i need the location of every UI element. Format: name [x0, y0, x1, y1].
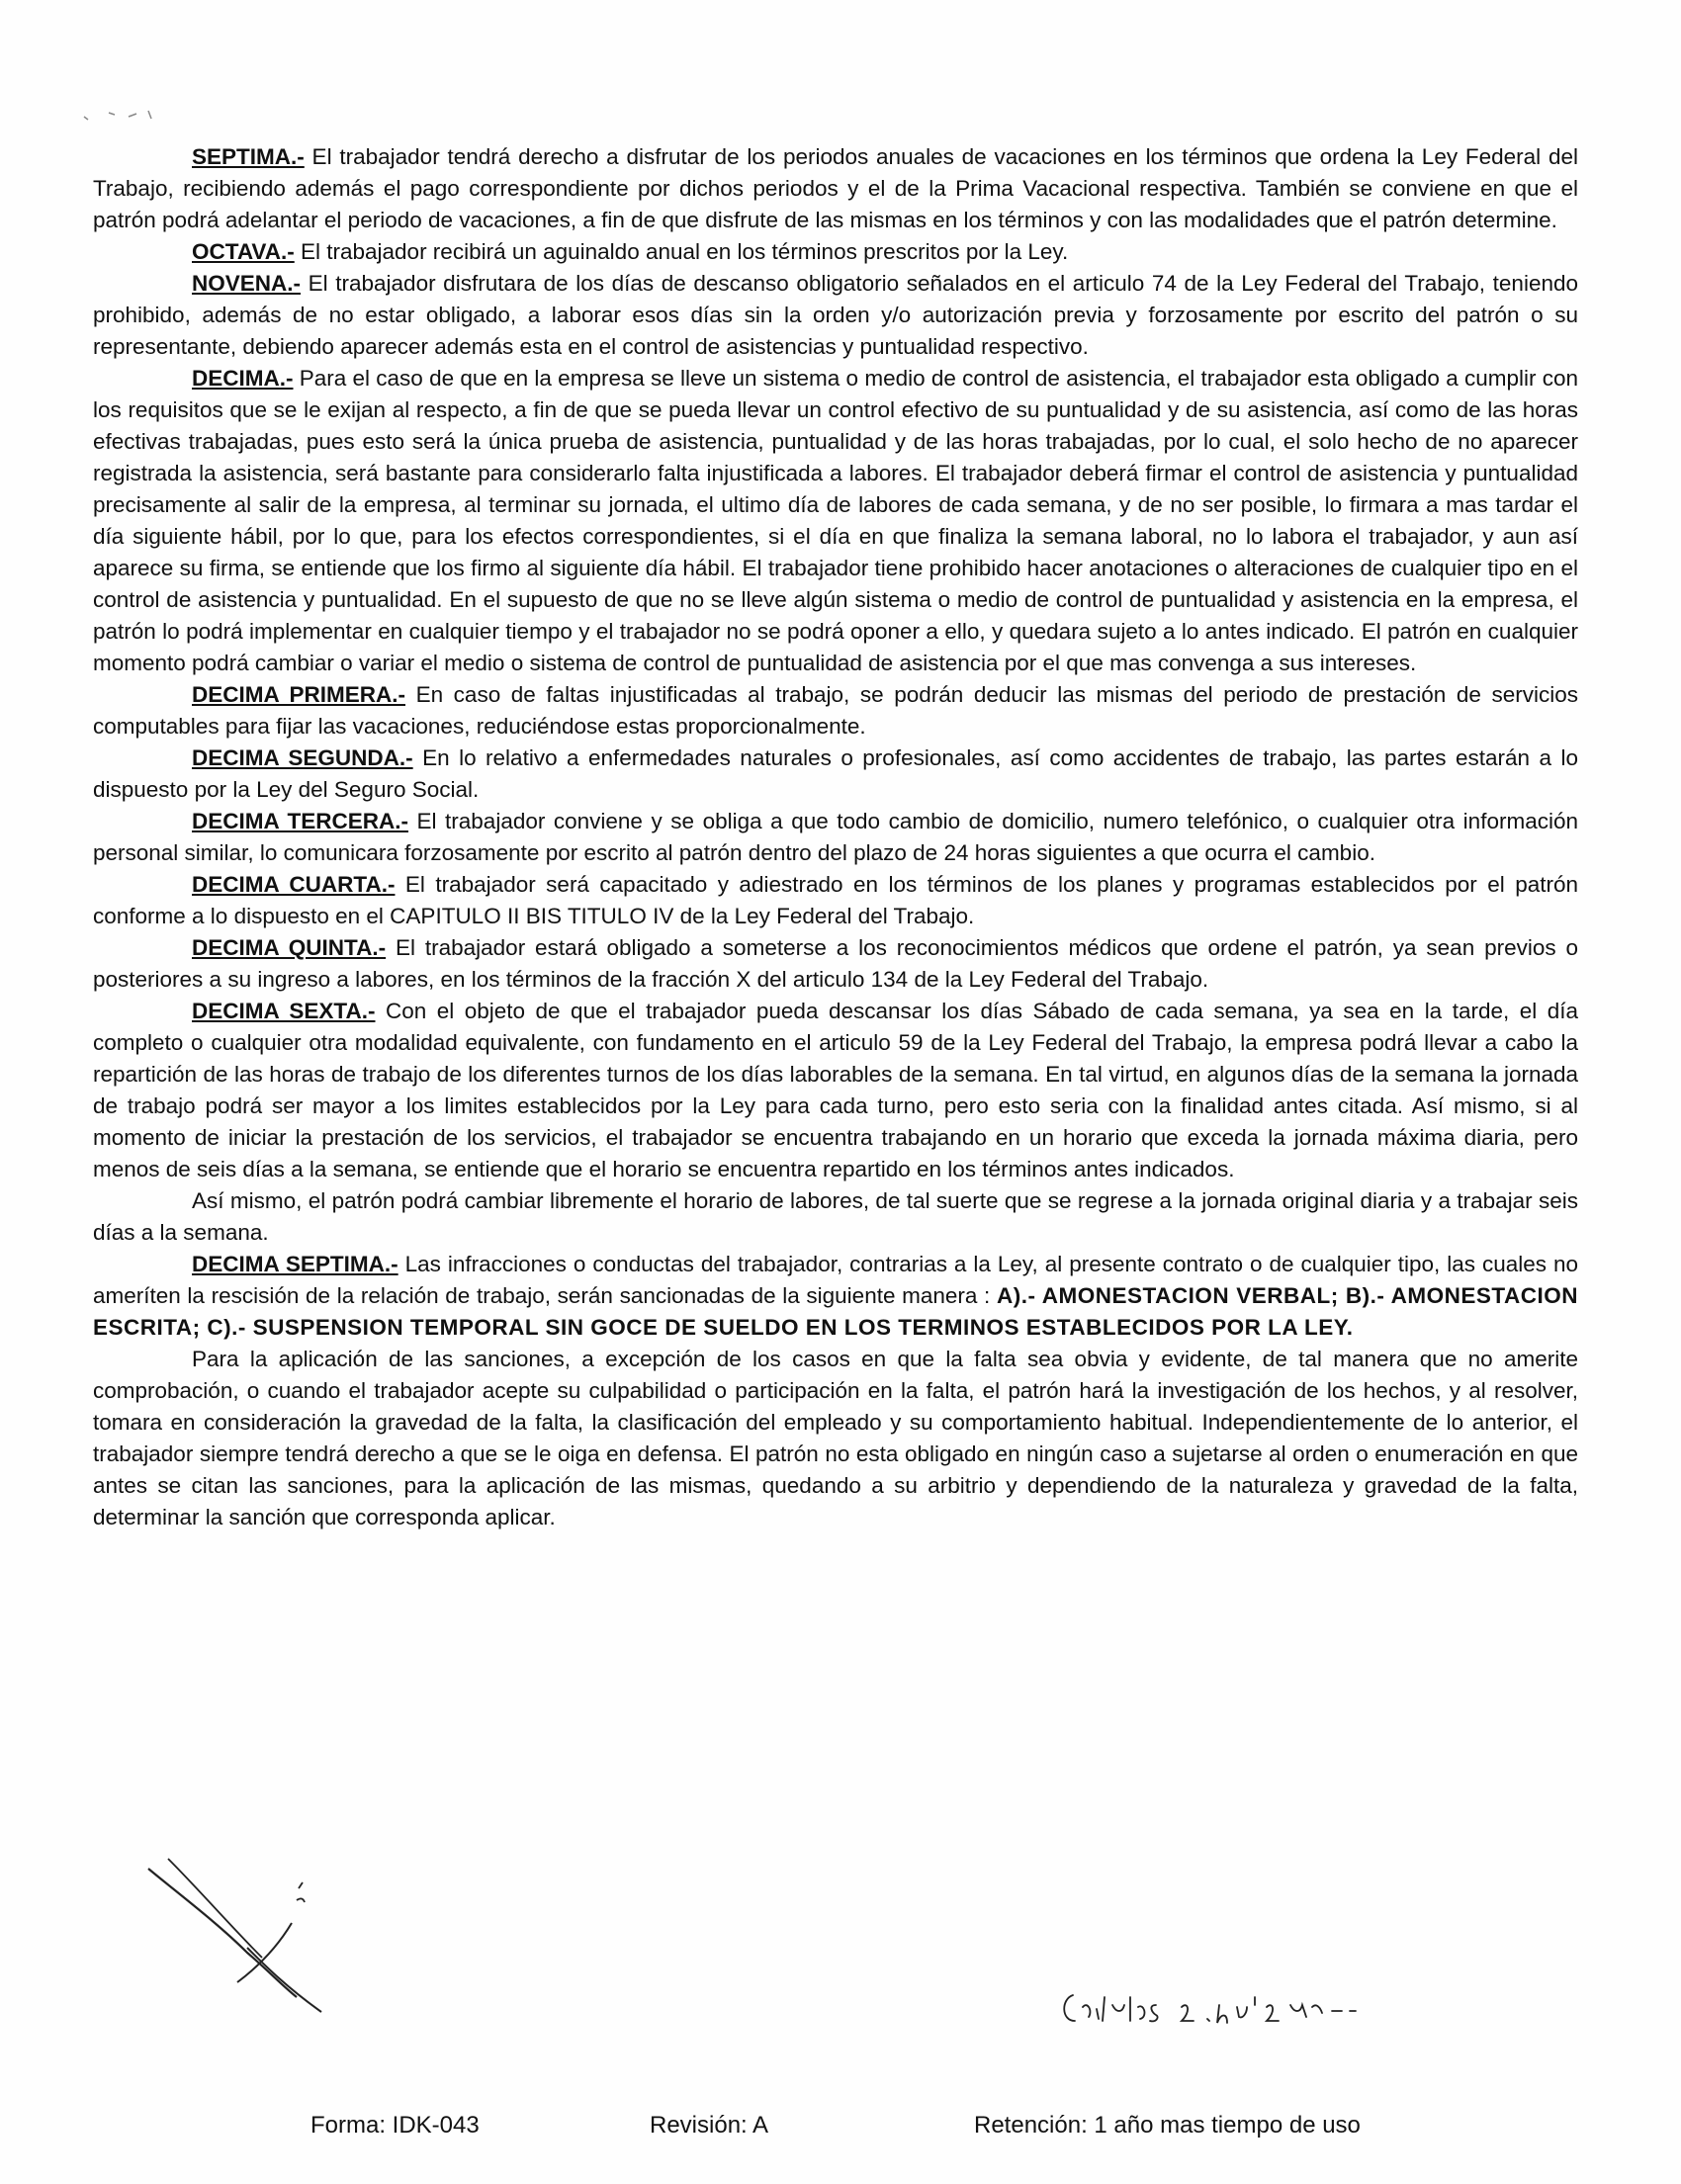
clause-heading: SEPTIMA.-: [192, 144, 305, 169]
clause-heading: DECIMA QUINTA.-: [192, 935, 387, 960]
clause-decima-primera: [93, 679, 1578, 743]
revision: Revisión: A: [650, 2112, 769, 2139]
clause-decima-sexta: [93, 996, 1578, 1185]
clause-heading: NOVENA.-: [192, 271, 302, 296]
retention: Retención: 1 año mas tiempo de uso: [974, 2112, 1361, 2139]
clause-decima-septima-closing: Para la aplicación de las sanciones, a excepción de los casos en que la falta sea obvia y evidente, de tal manera que no amerite comprobación, o cuando el trabajador acepte su culpabilidad o participación en la falta, el patrón hará la investigación de los hechos, y al resolver, tomara en consideración la gravedad de la falta, la clasificación del empleado y su comportamiento habitual. Independientemente de lo anterior, el trabajador siempre tendrá derecho a que se le oiga en defensa. El patrón no esta obligado en ningún caso a sujetarse al orden o enumeración en que antes se citan las sanciones, para la aplicación de las mismas, quedando a su arbitrio y dependiendo de la naturaleza y gravedad de la falta, determinar la sanción que corresponda aplicar.: [93, 1347, 1578, 1529]
clause-novena: [93, 268, 1578, 363]
clause-heading: DECIMA CUARTA.-: [192, 872, 396, 897]
clause-text: El trabajador tendrá derecho a disfrutar de los periodos anuales de vacaciones en los términos que ordena la Ley Federal del Trabajo, recibiendo además el pago correspondiente por dichos periodos y el de la Prima Vacacional respectiva. También se conviene en que el patrón podrá adelantar el periodo de vacaciones, a fin de que disfrute de las mismas en los términos y con las modalidades que el patrón determine.: [93, 144, 1578, 232]
clause-text: En caso de faltas injustificadas al trabajo, se podrán deducir las mismas del periodo de prestación de servicios computables para fijar las vacaciones, reduciéndose estas proporcionalmente.: [93, 682, 1578, 739]
clause-septima: [93, 141, 1578, 236]
clause-text: Con el objeto de que el trabajador pueda descansar los días Sábado de cada semana, ya sea en la tarde, el día completo o cualquier otra modalidad equivalente, con fundamento en el articulo 59 de la Ley Federal del Trabajo, la empresa podrá llevar a cabo la repartición de las horas de trabajo de los diferentes turnos de los días laborables de la semana. En tal virtud, en algunos días de la semana la jornada de trabajo podrá ser mayor a los limites establecidos por la Ley para cada turno, pero esto seria con la finalidad antes citada. Así mismo, si al momento de iniciar la prestación de los servicios, el trabajador se encuentra trabajando en un horario que exceda la jornada máxima diaria, pero menos de seis días a la semana, se entiende que el horario se encuentra repartido en los términos antes indicados.: [93, 999, 1578, 1181]
clause-heading: DECIMA TERCERA.-: [192, 809, 408, 833]
clause-heading: DECIMA PRIMERA.-: [192, 682, 405, 707]
clause-decima-sexta-extra: Así mismo, el patrón podrá cambiar libremente el horario de labores, de tal suerte que se regrese a la jornada original diaria y a trabajar seis días a la semana.: [93, 1188, 1578, 1245]
clause-heading: DECIMA SEGUNDA.-: [192, 745, 413, 770]
clause-decima-segunda: [93, 743, 1578, 806]
form-code: Forma: IDK-043: [310, 2112, 480, 2139]
clause-decima: [93, 363, 1578, 679]
signature-mark-icon: [138, 1849, 376, 2017]
clause-heading: DECIMA SEXTA.-: [192, 999, 376, 1023]
clause-text: Para el caso de que en la empresa se lleve un sistema o medio de control de asistencia, el trabajador esta obligado a cumplir con los requisitos que se le exijan al respecto, a fin de que se pueda llevar un control efectivo de su puntualidad y de su asistencia, así como de las horas efectivas trabajadas, pues esto será la única prueba de asistencia, puntualidad y de las horas trabajadas, por lo cual, el solo hecho de no aparecer registrada la asistencia, será bastante para considerarlo falta injustificada a labores. El trabajador deberá firmar el control de asistencia y puntualidad precisamente al salir de la empresa, al terminar su jornada, el ultimo día de labores de cada semana, y de no ser posible, lo firmara a mas tardar el día siguiente hábil, por lo que, para los efectos correspondientes, si el día en que finaliza la semana laboral, no lo labora el trabajador, y aun así aparece su firma, se entiende que los firmo al siguiente día hábil. El trabajador tiene prohibido hacer anotaciones o alteraciones de cualquier tipo en el control de asistencia y puntualidad. En el supuesto de que no se lleve algún sistema o medio de control de puntualidad y asistencia en la empresa, el patrón lo podrá implementar en cualquier tiempo y el trabajador no se podrá oponer a ello, y quedara sujeto a lo antes indicado. El patrón en cualquier momento podrá cambiar o variar el medio o sistema de control de puntualidad de asistencia por el que mas convenga a sus intereses.: [93, 366, 1578, 675]
clause-octava: [93, 236, 1578, 268]
clause-text: El trabajador será capacitado y adiestrado en los términos de los planes y programas establecidos por el patrón conforme a lo dispuesto en el CAPITULO II BIS TITULO IV de la Ley Federal del Trabajo.: [93, 872, 1578, 928]
clause-decima-tercera: [93, 806, 1578, 869]
clause-decima-quinta: [93, 932, 1578, 996]
clause-decima-septima: [93, 1249, 1578, 1344]
clause-decima-cuarta: [93, 869, 1578, 932]
clause-text: En lo relativo a enfermedades naturales o profesionales, así como accidentes de trabajo, las partes estarán a lo dispuesto por la Ley del Seguro Social.: [93, 745, 1579, 802]
clause-heading: OCTAVA.-: [192, 239, 295, 264]
clause-text: El trabajador conviene y se obliga a que todo cambio de domicilio, numero telefónico, o cualquier otra información personal similar, lo comunicara forzosamente por escrito al patrón dentro del plazo de 24 horas siguientes a que ocurra el cambio.: [93, 809, 1578, 865]
scan-mark-icon: [79, 99, 188, 129]
clause-heading: DECIMA SEPTIMA.-: [192, 1252, 398, 1276]
document-footer: [0, 2112, 1681, 2147]
clause-heading: DECIMA.-: [192, 366, 294, 391]
clause-text: Las infracciones o conductas del trabajador, contrarias a la Ley, al presente contrato o de cualquier tipo, las cuales no ameríten la rescisión de la relación de trabajo, serán sancionadas de la siguiente manera :: [93, 1252, 1578, 1308]
contract-body: [93, 141, 1578, 1533]
sanctions-list: A).- AMONESTACION VERBAL; B).- AMONESTACION ESCRITA; C).- SUSPENSION TEMPORAL SIN GOCE DE SUELDO EN LOS TERMINOS ESTABLECIDOS POR LA LEY.: [93, 1283, 1578, 1340]
clause-text: El trabajador estará obligado a someterse a los reconocimientos médicos que ordene el patrón, ya sean previos o posteriores a su ingreso a labores, en los términos de la fracción X del articulo 134 de la Ley Federal del Trabajo.: [93, 935, 1579, 992]
clause-text: El trabajador recibirá un aguinaldo anual en los términos prescritos por la Ley.: [294, 239, 1069, 264]
handwritten-name-signature: [1053, 1977, 1409, 2037]
clause-text: El trabajador disfrutara de los días de descanso obligatorio señalados en el articulo 74 de la Ley Federal del Trabajo, teniendo prohibido, además de no estar obligado, a laborar esos días sin la orden y/o autorización previa y forzosamente por escrito del patrón o su representante, debiendo aparecer además esta en el control de asistencias y puntualidad respectivo.: [93, 271, 1578, 359]
